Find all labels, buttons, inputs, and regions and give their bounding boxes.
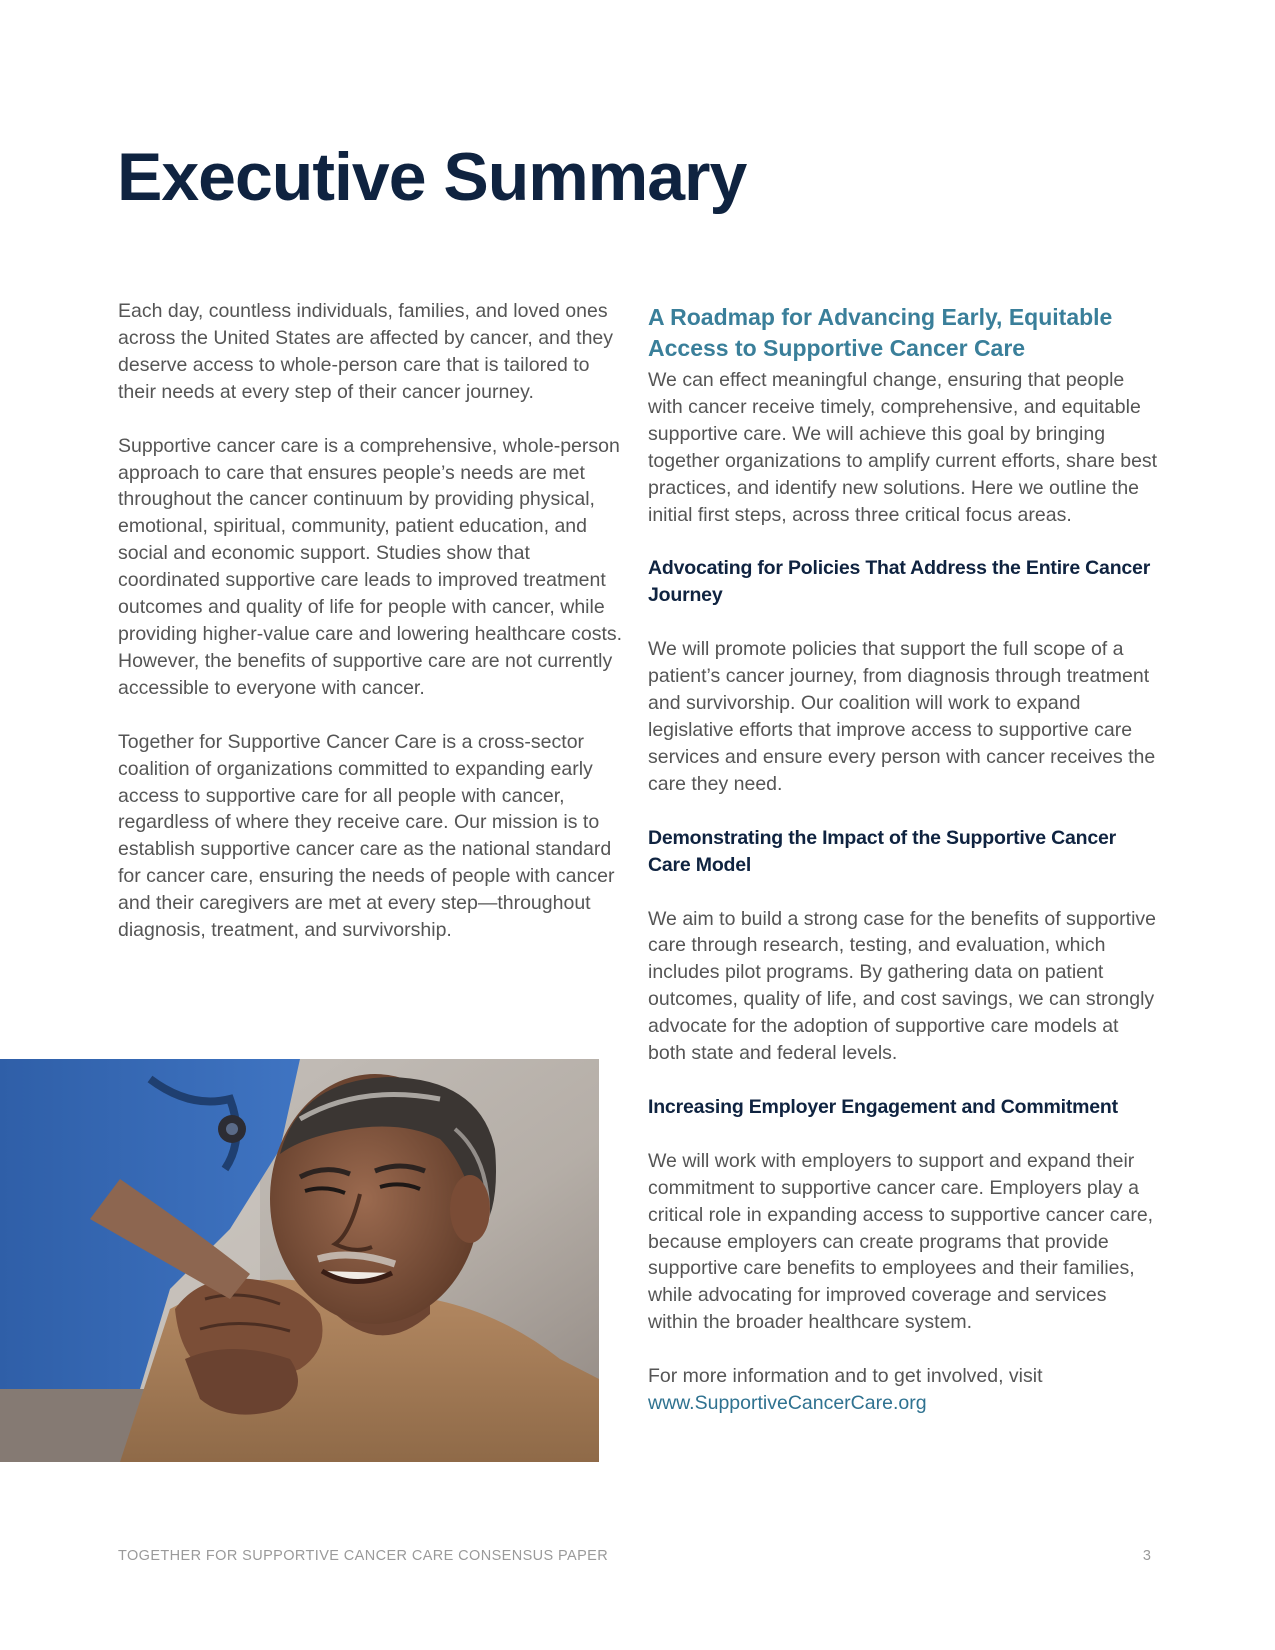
supportive-care-paragraph: Supportive cancer care is a comprehensive, whole-person approach to care that ensures people’s needs are met throughout the cancer continuum by providing physical, emotional, spiritual, community, patient education, and social and economic support. Studies show that coordinated supportive care leads to improved treatment outcomes and quality of life for people with cancer, while providing higher-value care and lowering healthcare costs. However, the benefits of supportive care are not currently accessible to everyone with cancer.	[118, 434, 623, 699]
page-number: 3	[1142, 1548, 1151, 1564]
coalition-paragraph: Together for Supportive Cancer Care is a cross-sector coalition of organizations committed to expanding early access to supportive care for all people with cancer, regardless of where they receive care. Our mission is to establish supportive cancer care as the national standard for cancer care, ensuring the needs of people with cancer and their caregivers are met at every step—throughout diagnosis, treatment, and survivorship.	[118, 730, 615, 942]
footer-label: TOGETHER FOR SUPPORTIVE CANCER CARE CONSENSUS PAPER	[118, 1548, 609, 1564]
section-body-impact: We aim to build a strong case for the benefits of supportive care through research, testing, and evaluation, which includes pilot programs. By gathering data on patient outcomes, quality of life, and cost savings, we can strongly advocate for the adoption of supportive care models at both state and federal levels.	[648, 907, 1156, 1065]
section-heading-employer: Increasing Employer Engagement and Commitment	[648, 1095, 1118, 1118]
section-body-policies: We will promote policies that support the full scope of a patient’s cancer journey, from diagnosis through treatment and survivorship. Our coalition will work to expand legislative efforts that improve access to supportive care services and ensure every person with cancer receives the care they need.	[648, 638, 1156, 795]
patient-photo	[0, 1059, 599, 1462]
intro-paragraph: Each day, countless individuals, families, and loved ones across the United States are affected by cancer, and they deserve access to whole-person care that is tailored to their needs at every step of their cancer journey.	[118, 300, 614, 403]
right-column	[648, 298, 1158, 1444]
section-body-employer: We will work with employers to support and expand their commitment to supportive cancer care. Employers play a critical role in expanding access to supportive cancer care, because employers can create programs that provide supportive care benefits to employees and their families, while advocating for improved coverage and services within the broader healthcare system.	[648, 1149, 1154, 1334]
closing-paragraph	[648, 1363, 1158, 1417]
website-link[interactable]: www.SupportiveCancerCare.org	[648, 1392, 927, 1415]
roadmap-intro: We can effect meaningful change, ensuring that people with cancer receive timely, comprehensive, and equitable supportive care. We will achieve this goal by bringing together organizations to amplify current efforts, share best practices, and identify new solutions. Here we outline the initial first steps, across three critical focus areas.	[648, 369, 1158, 526]
section-heading-policies: Advocating for Policies That Address the Entire Cancer Journey	[648, 557, 1151, 607]
page-title: Executive Summary	[117, 139, 747, 215]
section-heading-impact: Demonstrating the Impact of the Supportive Cancer Care Model	[648, 826, 1117, 876]
closing-text: For more information and to get involved, visit	[648, 1365, 1043, 1388]
roadmap-heading: A Roadmap for Advancing Early, Equitable Access to Supportive Cancer Care	[648, 304, 1113, 361]
left-column	[118, 298, 623, 971]
